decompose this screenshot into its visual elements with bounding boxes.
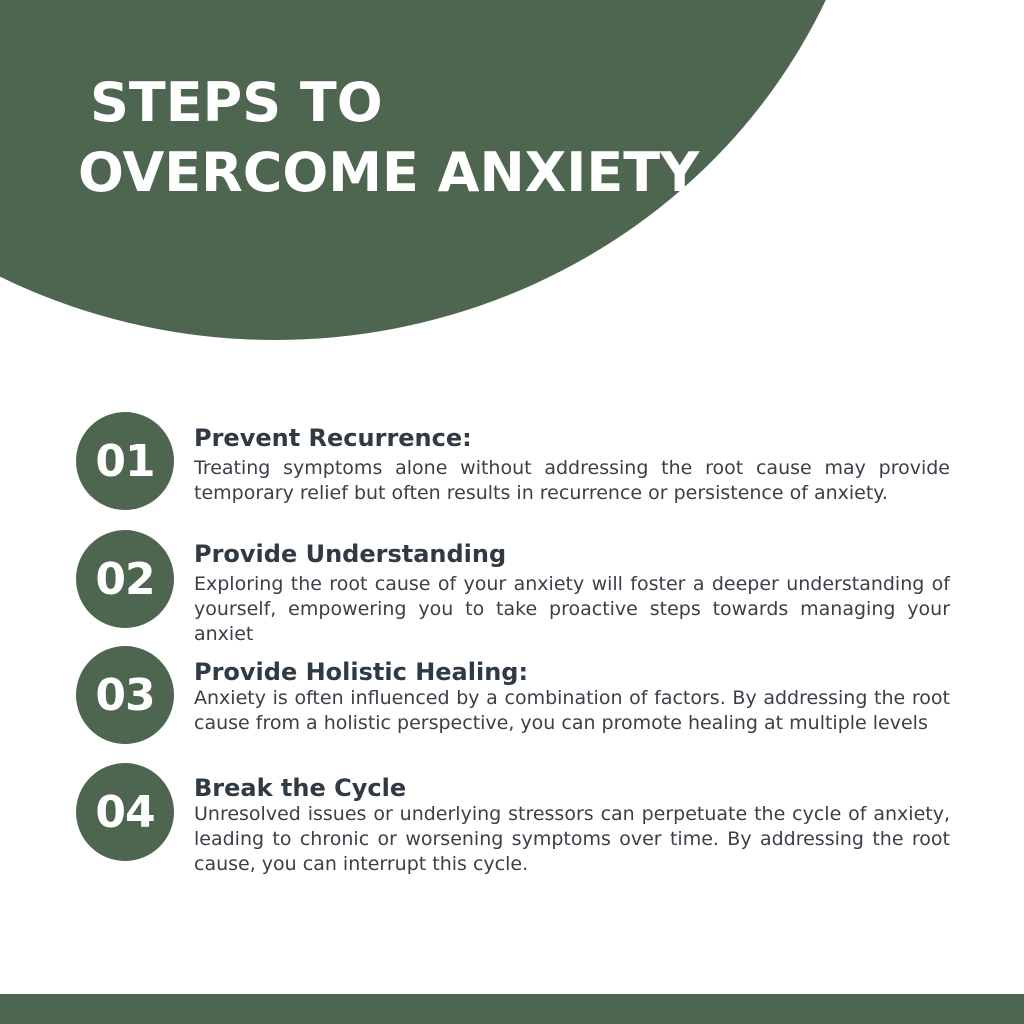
- page-title-line-2: OVERCOME ANXIETY: [78, 141, 700, 204]
- step-title: Provide Holistic Healing:: [194, 658, 529, 686]
- step-number-badge: 04: [76, 763, 174, 861]
- step-description: Unresolved issues or underlying stressors can perpetuate the cycle of anxiety, leading to chronic or worsening symptoms over time. By addressing the root cause, you can interrupt this cycle.: [194, 803, 950, 875]
- step-number-badge: 01: [76, 412, 174, 510]
- step-number-badge: 03: [76, 646, 174, 744]
- step-title: Break the Cycle: [194, 774, 407, 802]
- page-title: [78, 68, 699, 208]
- page-title-line-1: STEPS TO: [90, 71, 383, 134]
- step-description: Treating symptoms alone without addressing the root cause may provide temporary relief but often results in recurrence or persistence of anxiety.: [194, 457, 950, 504]
- step-description: Exploring the root cause of your anxiety will foster a deeper understanding of yourself, empowering you to take proactive steps towards managing your anxiet: [194, 573, 950, 645]
- step-description: Anxiety is often influenced by a combination of factors. By addressing the root cause from a holistic perspective, you can promote healing at multiple levels: [194, 687, 950, 734]
- step-title: Provide Understanding: [194, 540, 507, 568]
- step-title: Prevent Recurrence:: [194, 424, 472, 452]
- step-number-badge: 02: [76, 530, 174, 628]
- footer-bar: [0, 994, 1024, 1024]
